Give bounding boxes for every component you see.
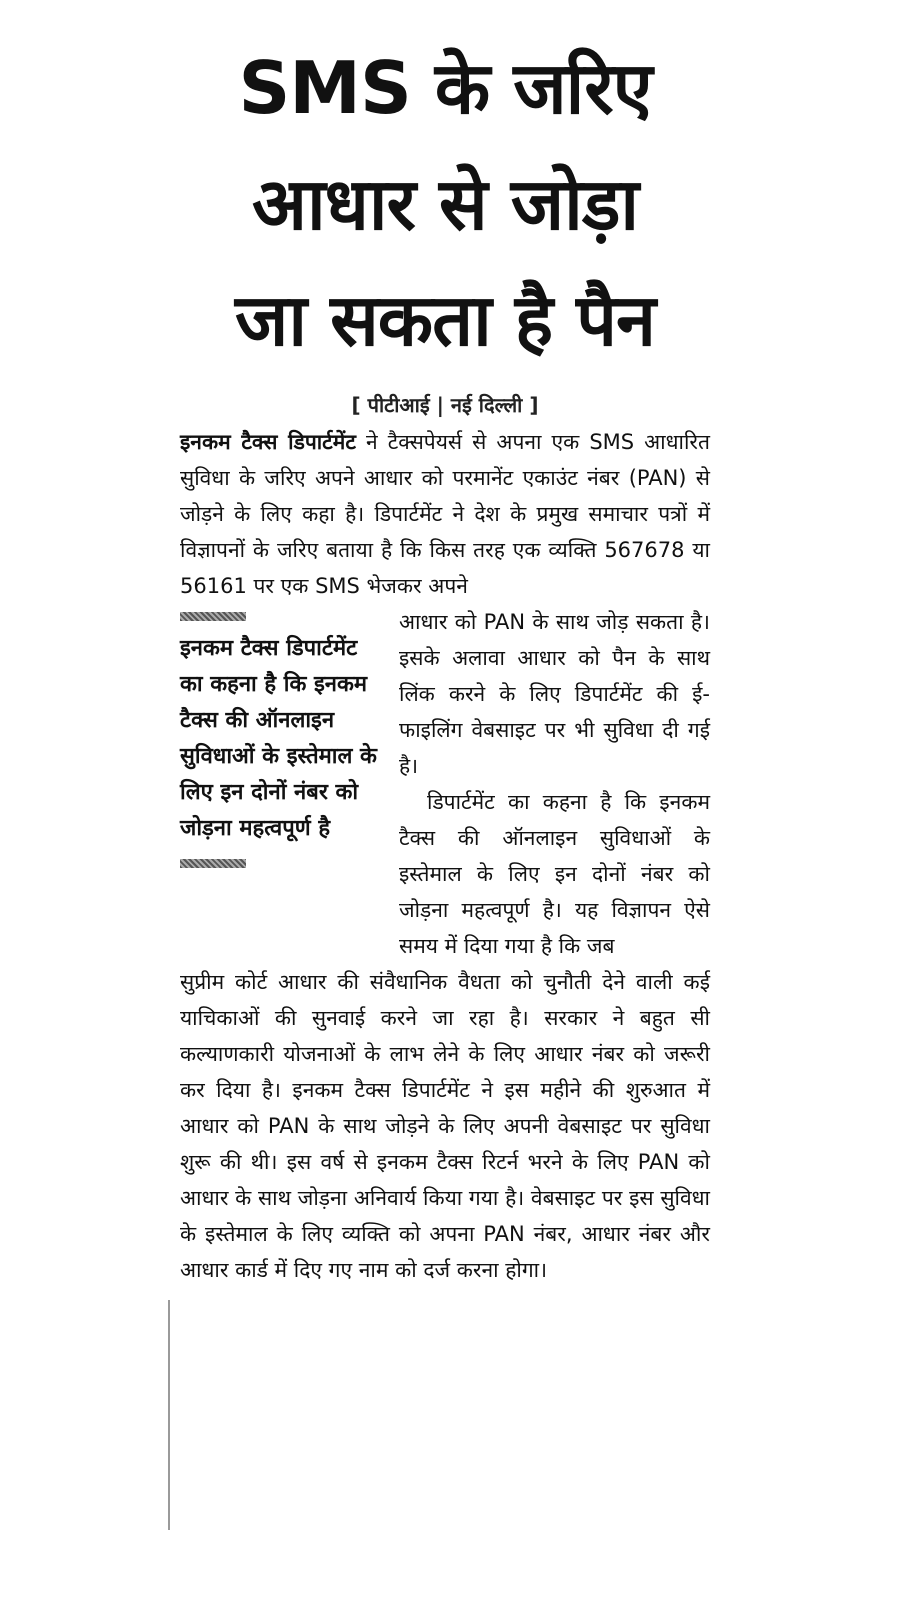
headline-line-3: जा सकता है पैन <box>234 278 655 362</box>
headline <box>180 30 710 378</box>
pull-quote <box>180 604 385 964</box>
lead-paragraph-text: ने टैक्सपेयर्स से अपना एक SMS आधारित सुविधा के जरिए अपने आधार को परमानेंट एकाउंट नंबर (PAN) से जोड़ने के लिए कहा है। डिपार्टमेंट ने देश के प्रमुख समाचार पत्रों में विज्ञापनों के जरिए बताया है कि किस तरह एक व्यक्ति 567678 या 56161 पर एक SMS भेजकर अपने <box>180 430 710 598</box>
lead-bold-text: इनकम टैक्स डिपार्टमेंट <box>180 430 356 454</box>
headline-line-1: SMS के जरिए <box>238 46 652 130</box>
two-column-section <box>180 604 710 964</box>
pull-quote-bar-bottom <box>180 859 246 868</box>
pull-quote-bar-top <box>180 612 246 621</box>
paragraph-1-continued: आधार को PAN के साथ जोड़ सकता है। इसके अलावा आधार को पैन के साथ लिंक करने के लिए डिपार्टमेंट की ई-फाइलिंग वेबसाइट पर भी सुविधा दी गई है। <box>399 610 710 778</box>
headline-line-2: आधार से जोड़ा <box>251 162 638 246</box>
margin-rule <box>168 1300 170 1530</box>
newspaper-clipping <box>180 30 710 1540</box>
lead-paragraph <box>180 424 710 604</box>
pull-quote-text: इनकम टैक्स डिपार्टमेंट का कहना है कि इनकम टैक्स की ऑनलाइन सुविधाओं के इस्तेमाल के लिए इन दोनों नंबर को जोड़ना महत्वपूर्ण है <box>180 636 377 841</box>
paragraph-2-continued: सुप्रीम कोर्ट आधार की संवैधानिक वैधता को चुनौती देने वाली कई याचिकाओं की सुनवाई करने जा रहा है। सरकार ने बहुत सी कल्याणकारी योजनाओं के लाभ लेने के लिए आधार नंबर को जरूरी कर दिया है। इनकम टैक्स डिपार्टमेंट ने इस महीने की शुरुआत में आधार को PAN के साथ जोड़ने के लिए अपनी वेबसाइट पर सुविधा शुरू की थी। इस वर्ष से इनकम टैक्स रिटर्न भरने के लिए PAN को आधार के साथ जोड़ना अनिवार्य किया गया है। वेबसाइट पर इस सुविधा के इस्तेमाल के लिए व्यक्ति को अपना PAN नंबर, आधार नंबर और आधार कार्ड में दिए गए नाम को दर्ज करना होगा। <box>180 970 710 1282</box>
dateline: [ पीटीआई | नई दिल्ली ] <box>351 393 539 417</box>
paragraph-2: डिपार्टमेंट का कहना है कि इनकम टैक्स की ऑनलाइन सुविधाओं के इस्तेमाल के लिए इन दोनों नंबर को जोड़ना महत्वपूर्ण है। यह विज्ञापन ऐसे समय में दिया गया है कि जब <box>399 790 710 958</box>
right-column <box>399 604 710 964</box>
